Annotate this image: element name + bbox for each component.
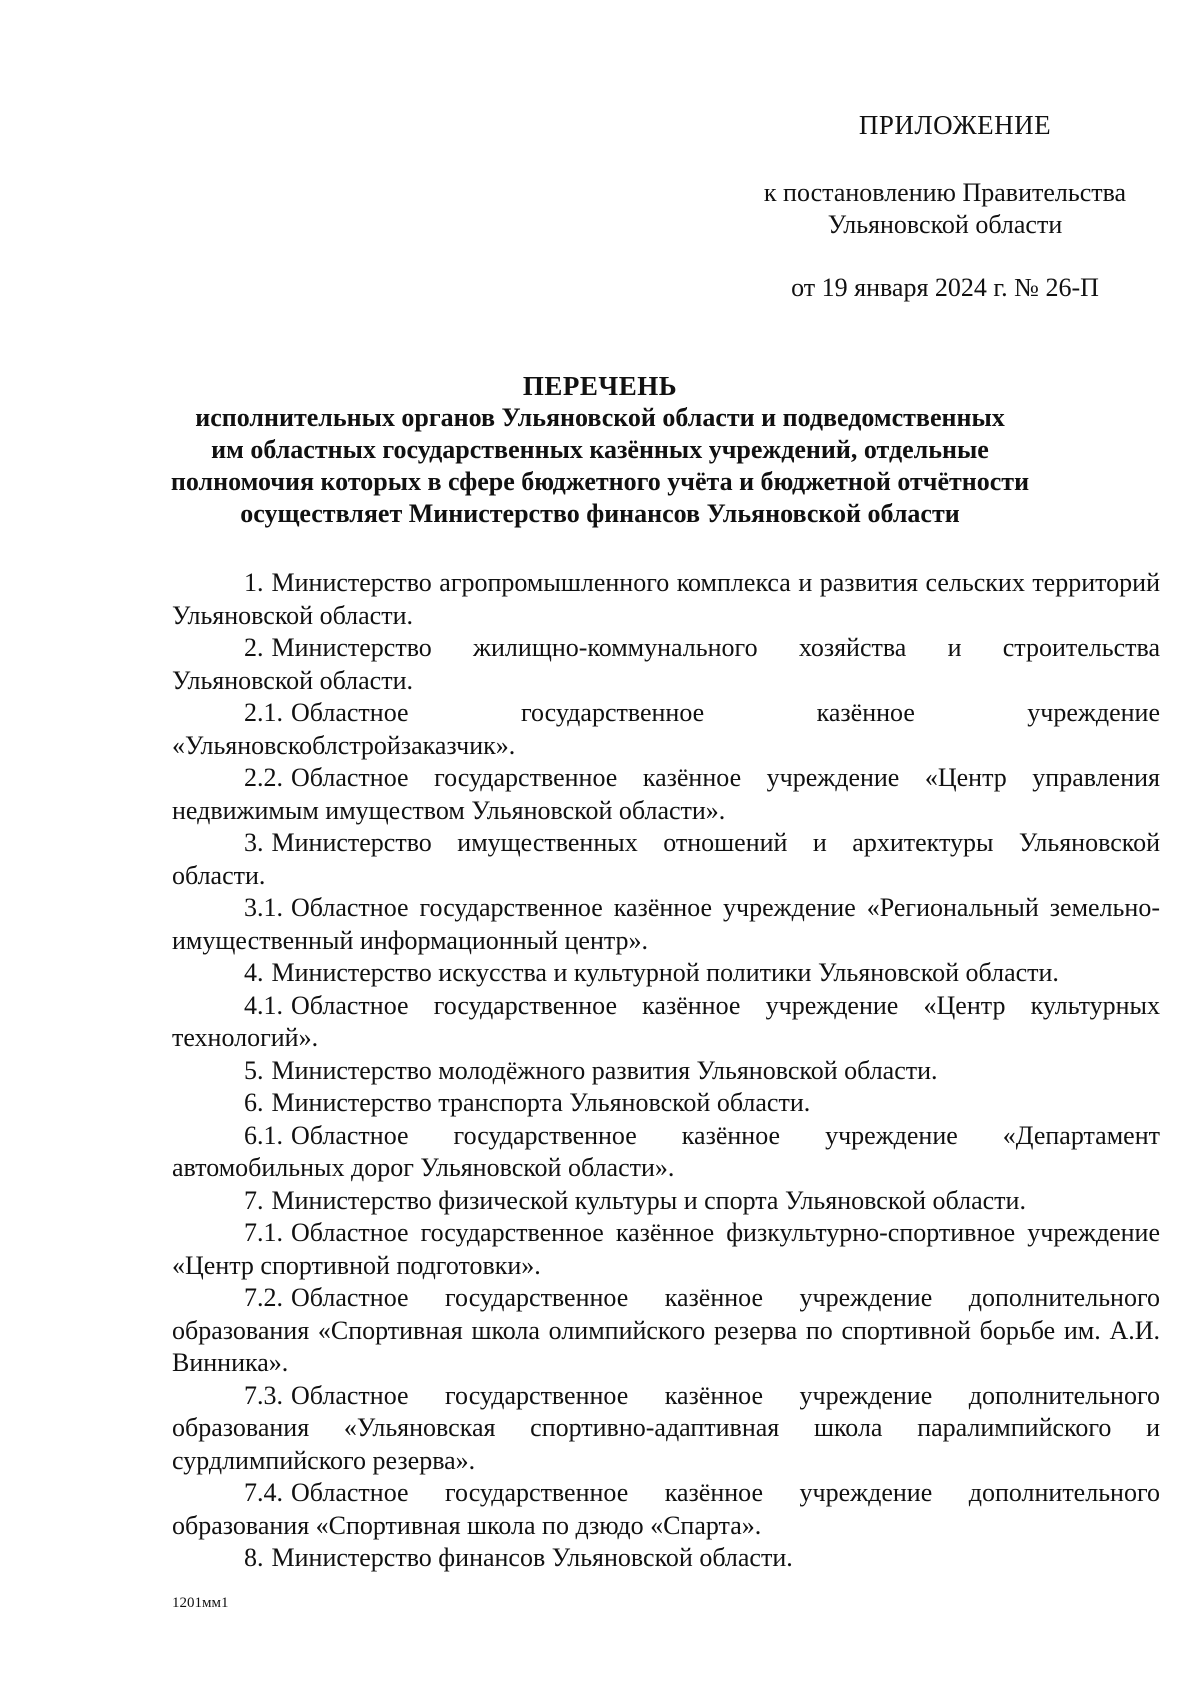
heading-line-4: осуществляет Министерство финансов Ульяновской области (240, 499, 960, 528)
list-item-text: Областное государственное казённое учреждение «Региональный земельно-имущественный информационный центр». (172, 893, 1160, 955)
list-item-number: 7.4. (244, 1478, 283, 1507)
list-item (172, 567, 1160, 632)
list-item-text: Министерство агропромышленного комплекса и развития сельских территорий Ульяновской области. (172, 568, 1160, 630)
list-item (172, 827, 1160, 892)
institutions-list (172, 567, 1160, 1575)
list-item-text: Областное государственное казённое физкультурно-спортивное учреждение «Центр спортивной подготовки». (172, 1218, 1160, 1280)
document-code: 1201мм1 (172, 1595, 229, 1611)
appendix-date: от 19 января 2024 г. № 26-П (791, 273, 1099, 302)
list-item-number: 6.1. (244, 1120, 283, 1150)
list-item-text: Министерство физической культуры и спорта Ульяновской области. (271, 1185, 1026, 1215)
list-item (172, 1542, 1160, 1575)
list-item (172, 1217, 1160, 1282)
list-item-number: 7. (244, 1185, 264, 1215)
list-item-number: 5. (244, 1055, 264, 1085)
list-item-number: 7.1. (244, 1218, 283, 1247)
list-item-text: Областное государственное казённое учреждение дополнительного образования «Ульяновская спортивно-адаптивная школа паралимпийского и сурдлимпийского резерва». (172, 1380, 1160, 1475)
list-item-text: Министерство транспорта Ульяновской области. (271, 1088, 811, 1117)
list-item (172, 990, 1160, 1055)
list-item-text: Областное государственное казённое учреждение «Центр управления недвижимым имуществом Ульяновской области». (172, 763, 1160, 825)
list-item (172, 892, 1160, 957)
list-item-text: Областное государственное казённое учреждение «Департамент автомобильных дорог Ульяновской области». (172, 1120, 1160, 1182)
appendix-reference-line-1: к постановлению Правительства (763, 178, 1127, 207)
list-item-text: Областное государственное казённое учреждение дополнительного образования «Спортивная школа по дзюдо «Спарта». (172, 1478, 1160, 1540)
list-item-text: Областное государственное казённое учреждение «Центр культурных технологий». (172, 990, 1160, 1052)
list-item (172, 1282, 1160, 1380)
list-item (172, 632, 1160, 697)
list-item (172, 697, 1160, 762)
list-item (172, 1185, 1160, 1218)
list-item-text: Министерство искусства и культурной политики Ульяновской области. (271, 958, 1059, 987)
list-item-number: 1. (244, 568, 264, 597)
heading-line-1: исполнительных органов Ульяновской области и подведомственных (195, 403, 1005, 432)
list-item-text: Министерство финансов Ульяновской области. (271, 1543, 793, 1572)
list-item (172, 1380, 1160, 1478)
list-item (172, 1120, 1160, 1185)
list-item (172, 1087, 1160, 1120)
list-item (172, 957, 1160, 990)
list-item-number: 8. (244, 1543, 264, 1572)
list-item-number: 4. (244, 958, 264, 987)
list-item-number: 7.2. (244, 1283, 283, 1312)
list-item-text: Областное государственное казённое учреждение «Ульяновскоблстройзаказчик». (172, 698, 1160, 760)
list-item (172, 1477, 1160, 1542)
appendix-reference-line-2: Ульяновской области (827, 210, 1063, 239)
document-heading (100, 370, 1100, 530)
list-item-number: 2.1. (244, 698, 283, 727)
appendix-title: ПРИЛОЖЕНИЕ (858, 110, 1052, 140)
list-item (172, 1055, 1160, 1088)
heading-title: ПЕРЕЧЕНЬ (522, 371, 678, 401)
heading-line-3: полномочия которых в сфере бюджетного учёта и бюджетной отчётности (170, 467, 1030, 496)
heading-line-2: им областных государственных казённых учреждений, отдельные (211, 435, 989, 464)
list-item (172, 762, 1160, 827)
list-item-number: 2.2. (244, 763, 283, 792)
list-item-text: Министерство имущественных отношений и архитектуры Ульяновской области. (172, 828, 1160, 890)
list-item-number: 7.3. (244, 1380, 283, 1410)
list-item-number: 3.1. (244, 893, 283, 922)
list-item-number: 3. (244, 828, 264, 857)
list-item-number: 4.1. (244, 990, 283, 1020)
list-item-number: 2. (244, 633, 264, 662)
list-item-text: Министерство молодёжного развития Ульяновской области. (271, 1055, 938, 1085)
list-item-number: 6. (244, 1088, 264, 1117)
list-item-text: Министерство жилищно-коммунального хозяйства и строительства Ульяновской области. (172, 633, 1160, 695)
list-item-text: Областное государственное казённое учреждение дополнительного образования «Спортивная школа олимпийского резерва по спортивной борьбе им. А.И. Винника». (172, 1283, 1160, 1377)
appendix-reference (755, 177, 1135, 241)
